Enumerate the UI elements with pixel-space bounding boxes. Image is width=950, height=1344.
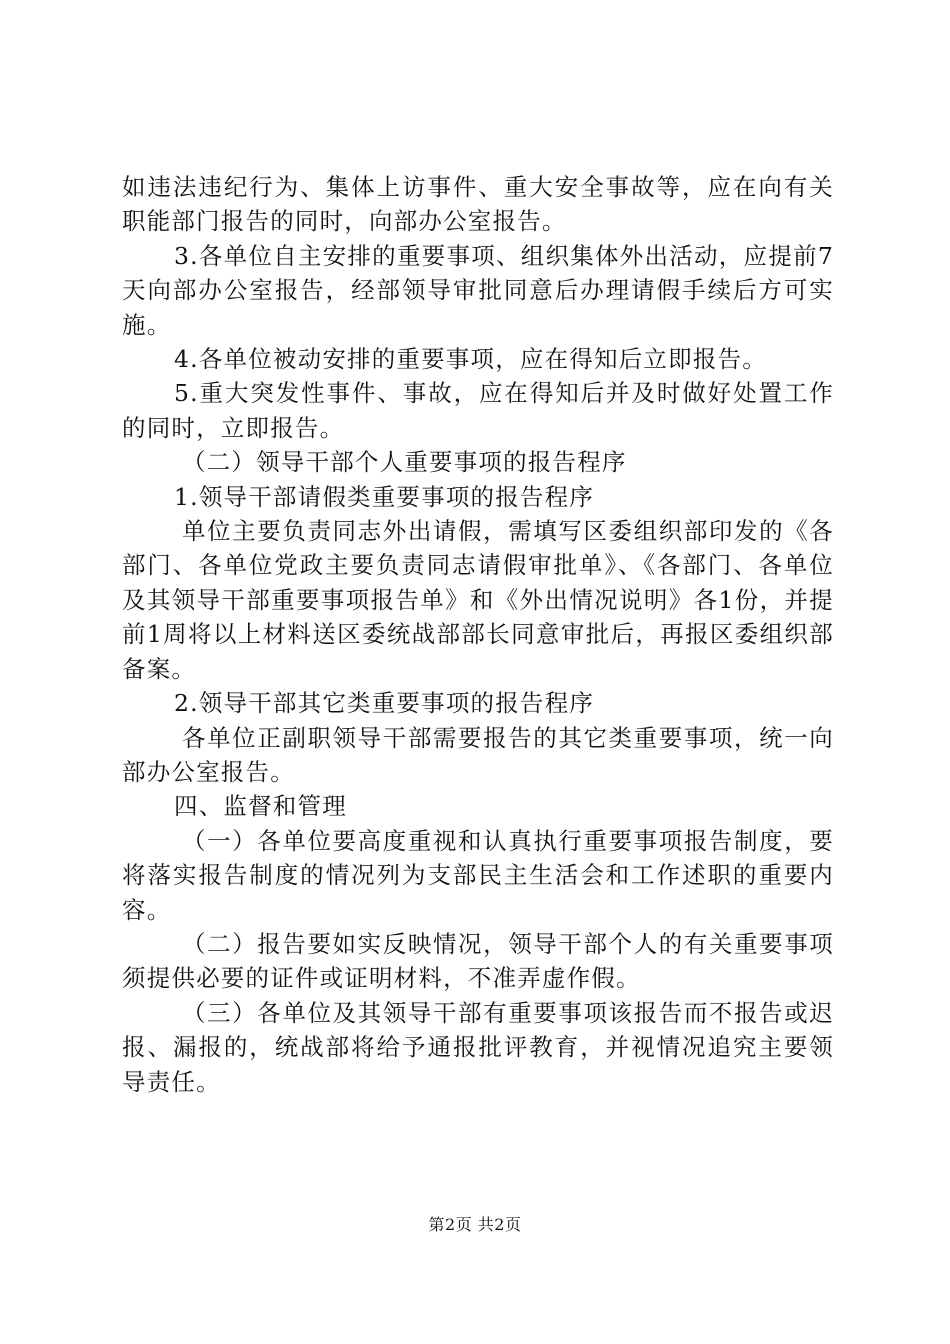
- page-footer: 第2页 共2页: [428, 1215, 522, 1234]
- paragraph-3: 4.各单位被动安排的重要事项，应在得知后立即报告。: [174, 345, 767, 374]
- section-heading-4: 四、监督和管理: [174, 792, 347, 821]
- subheading-1: 1.领导干部请假类重要事项的报告程序: [174, 482, 595, 511]
- section-heading-2: （二）领导干部个人重要事项的报告程序: [182, 448, 627, 477]
- paragraph-9: （三）各单位及其领导干部有重要事项该报告而不报告或迟报、漏报的，统战部将给予通报批评教育，并视情况追究主要领导责任。: [122, 998, 834, 1096]
- paragraph-5: 单位主要负责同志外出请假，需填写区委组织部印发的《各部门、各单位党政主要负责同志请假审批单》、《各部门、各单位及其领导干部重要事项报告单》和《外出情况说明》各1份，并提前1周将以上材料送区委统战部部长同意审批后，再报区委组织部备案。: [122, 517, 834, 683]
- paragraph-1: 如违法违纪行为、集体上访事件、重大安全事故等，应在向有关职能部门报告的同时，向部办公室报告。: [122, 173, 834, 236]
- paragraph-6: 各单位正副职领导干部需要报告的其它类重要事项，统一向部办公室报告。: [122, 723, 834, 786]
- paragraph-2: 3.各单位自主安排的重要事项、组织集体外出活动，应提前7天向部办公室报告，经部领导审批同意后办理请假手续后方可实施。: [122, 241, 834, 339]
- document-body: [122, 170, 834, 1099]
- paragraph-7: （一）各单位要高度重视和认真执行重要事项报告制度，要将落实报告制度的情况列为支部民主生活会和工作述职的重要内容。: [122, 826, 834, 924]
- paragraph-4: 5.重大突发性事件、事故，应在得知后并及时做好处置工作的同时，立即报告。: [122, 379, 834, 442]
- paragraph-8: （二）报告要如实反映情况，领导干部个人的有关重要事项须提供必要的证件或证明材料，不准弄虚作假。: [122, 929, 834, 993]
- subheading-2: 2.领导干部其它类重要事项的报告程序: [174, 689, 595, 718]
